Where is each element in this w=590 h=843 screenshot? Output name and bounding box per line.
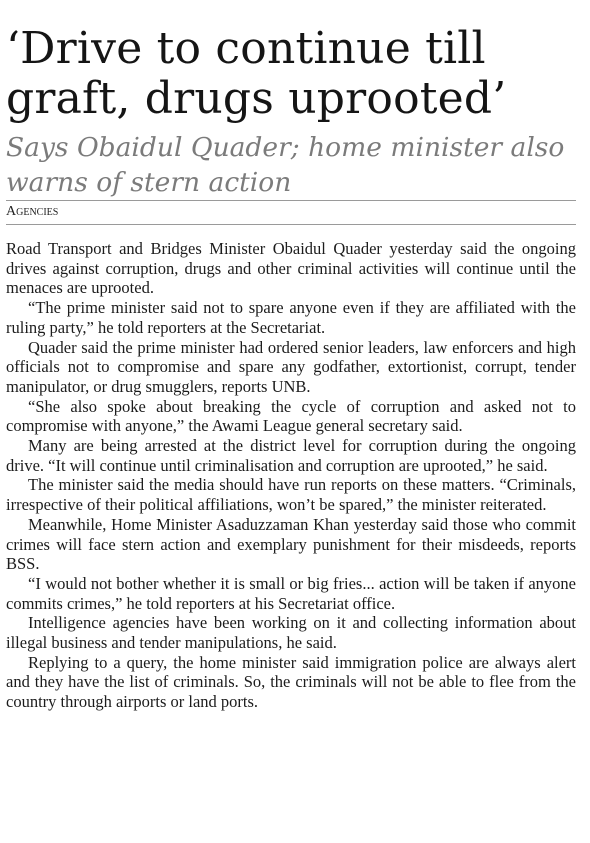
body-paragraph: Replying to a query, the home minister said immigration police are always alert and they have the list of criminals. So, the criminals will not be able to flee from the country through airports or land ports. [6, 652, 576, 712]
body-paragraph: Quader said the prime minister had ordered senior leaders, law enforcers and high officials not to compromise and spare any godfather, extortionist, corrupt, tender manipulator, or drug smugglers, reports UNB. [6, 337, 576, 396]
body-paragraph: “I would not bother whether it is small or big fries... action will be taken if anyone commits crimes,” he told reporters at his Secretariat office. [6, 573, 576, 613]
body-paragraph: Meanwhile, Home Minister Asaduzzaman Khan yesterday said those who commit crimes will face stern action and exemplary punishment for their misdeeds, reports BSS. [6, 514, 576, 574]
body-paragraph: Intelligence agencies have been working on it and collecting information about illegal business and tender manipulations, he said. [6, 613, 576, 653]
body-paragraph: Road Transport and Bridges Minister Obaidul Quader yesterday said the ongoing drives against corruption, drugs and other criminal activities will continue until the menaces are uprooted. [6, 239, 576, 298]
body-paragraph: The minister said the media should have run reports on these matters. “Criminals, irrespective of their political affiliations, won’t be spared,” the minister reiterated. [6, 475, 576, 515]
body-paragraph: Many are being arrested at the district level for corruption during the ongoing drive. “It will continue until criminalisation and corruption are uprooted,” he said. [6, 436, 576, 475]
body-paragraph: “The prime minister said not to spare anyone even if they are affiliated with the ruling party,” he told reporters at the Secretariat. [6, 298, 576, 337]
body-paragraph: “She also spoke about breaking the cycle of corruption and asked not to compromise with anyone,” the Awami League general secretary said. [6, 396, 576, 436]
subheadline: Says Obaidul Quader; home minister also warns of stern action [6, 130, 576, 201]
headline: ‘Drive to continue till graft, drugs uprooted’ [6, 23, 507, 124]
article-body [6, 239, 576, 712]
byline: Agencies [6, 203, 576, 225]
